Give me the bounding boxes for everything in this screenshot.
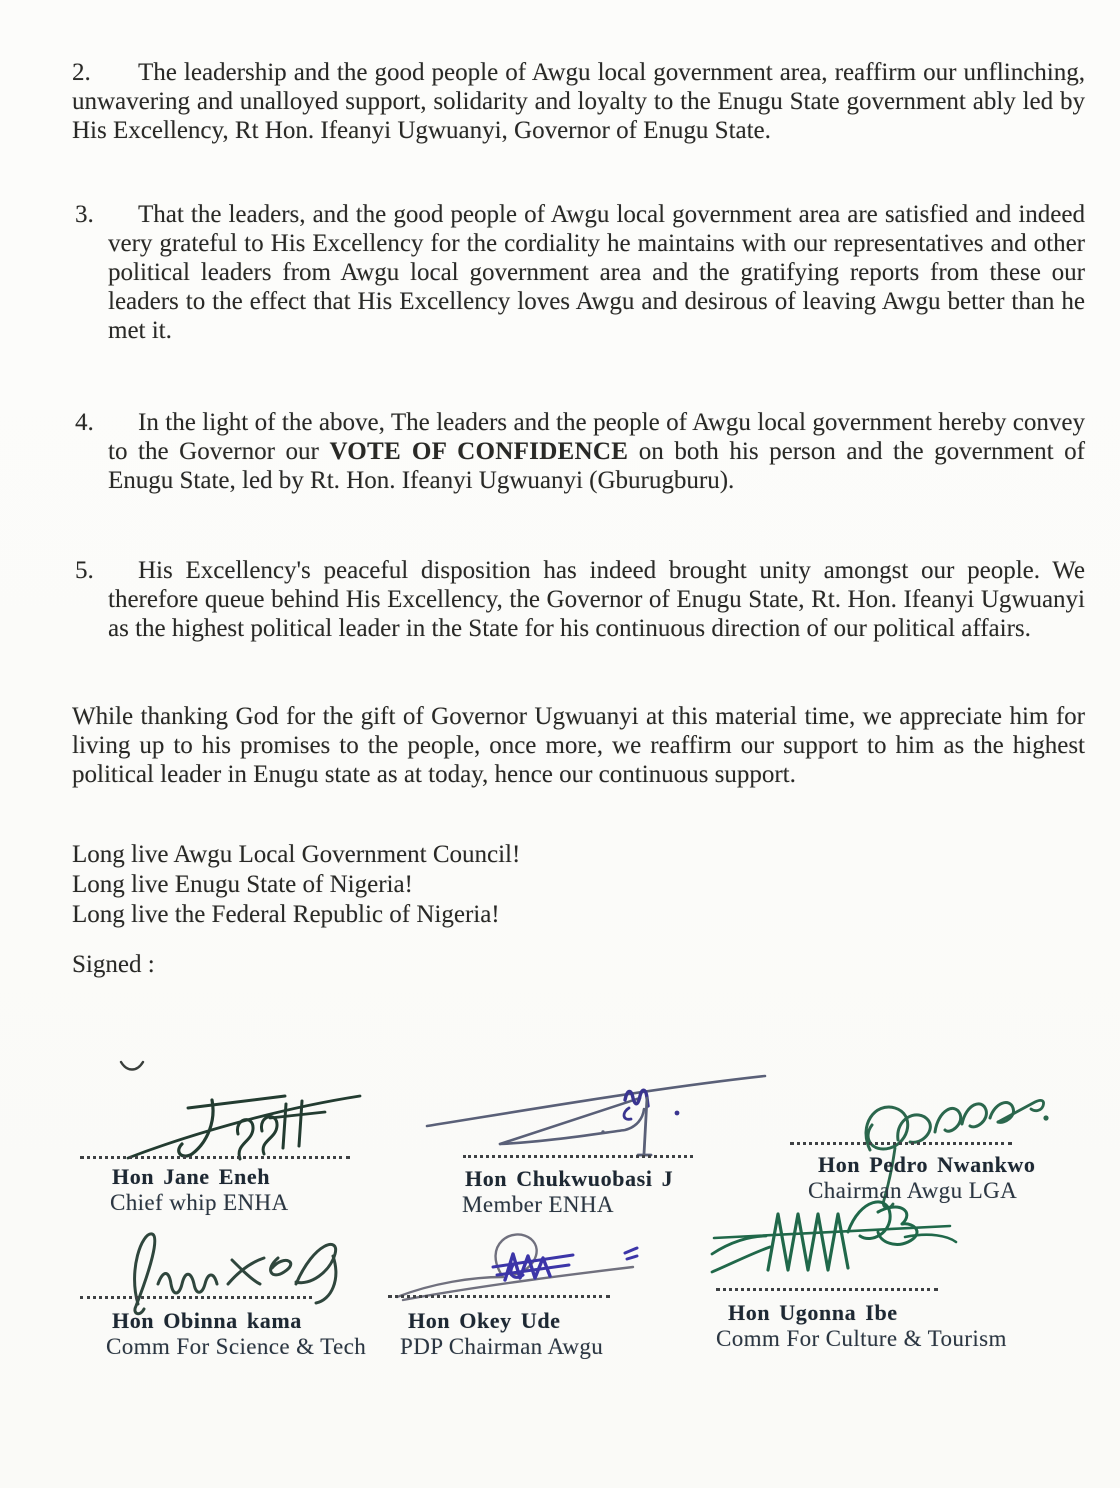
signed-label: Signed : (72, 951, 155, 978)
paragraph-4 (72, 408, 1085, 495)
paragraph-4-text-before: In the light of the above, The leaders and the people of Awgu local government hereby convey to the Governor our (108, 409, 1085, 465)
paragraph-4-text (108, 408, 1085, 495)
paragraph-4-text-after: on both his person and the government of Enugu State, led by Rt. Hon. Ifeanyi Ugwuanyi (Gburugburu). (108, 438, 1085, 494)
salute-line-3: Long live the Federal Republic of Nigeria! (72, 901, 500, 928)
signature-block-ugonna-ibe (710, 1190, 1040, 1360)
signatory-name: Hon Obinna kama (112, 1308, 302, 1333)
signatory-title: Comm For Culture & Tourism (716, 1326, 1007, 1351)
signatory-name: Hon Jane Eneh (112, 1164, 271, 1189)
paragraph-3-number: 3. (75, 201, 94, 228)
closing-paragraph: While thanking God for the gift of Governor Ugwuanyi at this material time, we appreciate him for living up to his promises to the people, once more, we reaffirm our support to him as the highest political leader in Enugu state as at today, hence our continuous support. (72, 703, 1085, 788)
paragraph-4-number: 4. (75, 409, 94, 436)
signature-block-obinna-kama (78, 1222, 408, 1372)
paragraph-2-number: 2. (72, 59, 91, 86)
signatory-title: PDP Chairman Awgu (400, 1334, 604, 1359)
signatory-name: Hon Pedro Nwankwo (818, 1152, 1036, 1177)
signatory-title: Chief whip ENHA (110, 1190, 289, 1215)
signature-block-jane-eneh (80, 1090, 400, 1230)
signature-dotted-line (716, 1288, 938, 1291)
signature-dotted-line (80, 1296, 312, 1299)
signature-block-okey-ude (385, 1222, 685, 1372)
salute-lines (72, 840, 1085, 930)
signature-ugonna-ibe (710, 1192, 960, 1297)
paragraph-5 (72, 556, 1085, 643)
paragraph-2 (72, 58, 1085, 145)
signature-jane-eneh (120, 1086, 390, 1166)
signatory-title: Member ENHA (462, 1192, 614, 1217)
signature-dotted-line (80, 1156, 350, 1159)
paragraph-3-text: That the leaders, and the good people of Awgu local government area are satisfied and indeed very grateful to His Excellency for the cordiality he maintains with our representatives and other political leaders from Awgu local government area and the gratifying reports from these our leaders to the effect that His Excellency loves Awgu and desirous of leaving Awgu better than he met it. (108, 201, 1085, 344)
signatory-name: Hon Chukwuobasi J (465, 1166, 674, 1191)
signature-obinna-kama (100, 1222, 365, 1317)
paragraph-5-text: His Excellency's peaceful disposition has indeed brought unity amongst our people. We therefore queue behind His Excellency, the Governor of Enugu State, Rt. Hon. Ifeanyi Ugwuanyi as the highest political leader in the State for his continuous direction of our political affairs. (108, 557, 1085, 642)
paragraph-5-number: 5. (75, 557, 94, 584)
salute-line-2: Long live Enugu State of Nigeria! (72, 871, 413, 898)
signatory-title: Chairman Awgu LGA (808, 1178, 1018, 1203)
salute-line-1: Long live Awgu Local Government Council! (72, 841, 521, 868)
signature-dotted-line (463, 1155, 693, 1158)
signatory-name: Hon Ugonna Ibe (728, 1300, 898, 1325)
vote-of-confidence-bold-text: VOTE OF CONFIDENCE (329, 438, 629, 465)
signature-dotted-line (388, 1295, 610, 1298)
paragraph-2-text: The leadership and the good people of Awgu local government area, reaffirm our unflinching, unwavering and unalloyed support, solidarity and loyalty to the Enugu State government ably led by His Excellency, Rt Hon. Ifeanyi Ugwuanyi, Governor of Enugu State. (72, 59, 1085, 144)
stray-pen-mark (118, 1058, 146, 1074)
signatory-name: Hon Okey Ude (408, 1308, 561, 1333)
signature-chukwuobasi (425, 1068, 770, 1163)
signatory-title: Comm For Science & Tech (106, 1334, 367, 1359)
paragraph-3 (72, 200, 1085, 345)
signature-dotted-line (790, 1142, 1012, 1145)
